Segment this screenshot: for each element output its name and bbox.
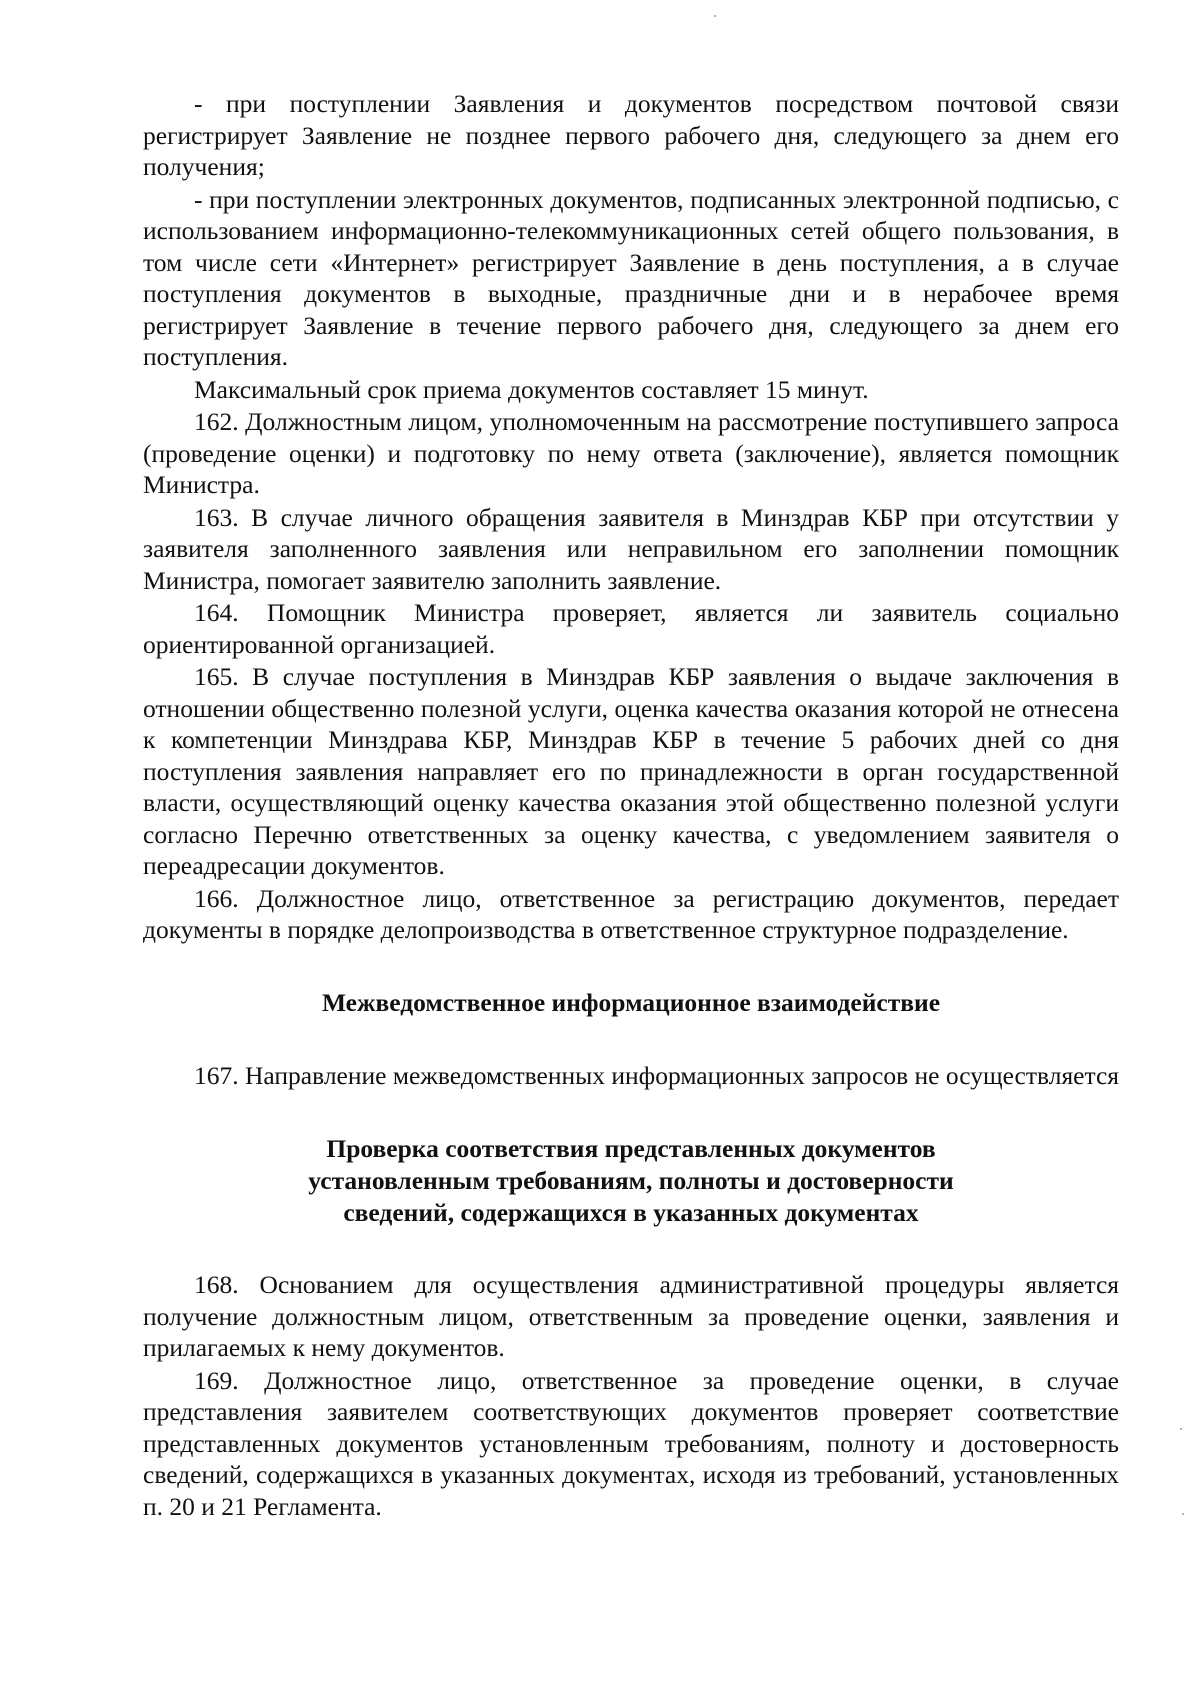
- section-heading-verification: [143, 1133, 1119, 1229]
- section-heading-line: установленным требованиям, полноты и достоверности: [308, 1166, 954, 1195]
- paragraph-postal-registration: - при поступлении Заявления и документов посредством почтовой связи регистрирует Заявление не позднее первого рабочего дня, следующего за днем его получения;: [143, 89, 1119, 181]
- paragraph-electronic-registration: - при поступлении электронных документов, подписанных электронной подписью, с использованием информационно-телекоммуникационных сетей общего пользования, в том числе сети «Интернет» регистрирует Заявление в день поступления, а в случае поступления документов в выходные, праздничные дни и в нерабочее время регистрирует Заявление в течение первого рабочего дня, следующего за днем его поступления.: [143, 184, 1119, 371]
- scan-speck: [1180, 1428, 1182, 1430]
- document-body: [143, 88, 1119, 1522]
- section-heading-interagency: Межведомственное информационное взаимодействие: [321, 987, 941, 1017]
- section-heading-line: Проверка соответствия представленных документов: [326, 1134, 936, 1163]
- paragraph-165: 165. В случае поступления в Минздрав КБР заявления о выдаче заключения в отношении общественно полезной услуги, оценка качества оказания которой не отнесена к компетенции Минздрава КБР, Минздрав КБР в течение 5 рабочих дней со дня поступления заявления направляет его по принадлежности в орган государственной власти, осуществляющий оценку качества оказания этой общественно полезной услуги согласно Перечню ответственных за оценку качества, с уведомлением заявителя о переадресации документов.: [143, 662, 1119, 880]
- paragraph-max-time: Максимальный срок приема документов составляет 15 минут.: [194, 374, 869, 404]
- paragraph-162: 162. Должностным лицом, уполномоченным на рассмотрение поступившего запроса (проведение оценки) и подготовку по нему ответа (заключение), является помощник Министра.: [143, 407, 1119, 499]
- scan-speck: [714, 15, 716, 17]
- paragraph-166: 166. Должностное лицо, ответственное за регистрацию документов, передает документы в порядке делопроизводства в ответственное структурное подразделение.: [143, 883, 1119, 944]
- paragraph-169: 169. Должностное лицо, ответственное за проведение оценки, в случае представления заявителем соответствующих документов проверяет соответствие представленных документов установленным требованиям, полноту и достоверность сведений, содержащихся в указанных документах, исходя из требований, установленных п. 20 и 21 Регламента.: [143, 1365, 1119, 1521]
- scan-speck: [1182, 1513, 1184, 1515]
- paragraph-164: 164. Помощник Министра проверяет, является ли заявитель социально ориентированной организацией.: [143, 598, 1119, 659]
- section-heading-line: сведений, содержащихся в указанных документах: [343, 1198, 919, 1227]
- paragraph-167: 167. Направление межведомственных информационных запросов не осуществляется: [194, 1060, 1119, 1090]
- paragraph-168: 168. Основанием для осуществления административной процедуры является получение должностным лицом, ответственным за проведение оценки, заявления и прилагаемых к нему документов.: [143, 1270, 1119, 1362]
- paragraph-163: 163. В случае личного обращения заявителя в Минздрав КБР при отсутствии у заявителя заполненного заявления или неправильном его заполнении помощник Министра, помогает заявителю заполнить заявление.: [143, 502, 1119, 595]
